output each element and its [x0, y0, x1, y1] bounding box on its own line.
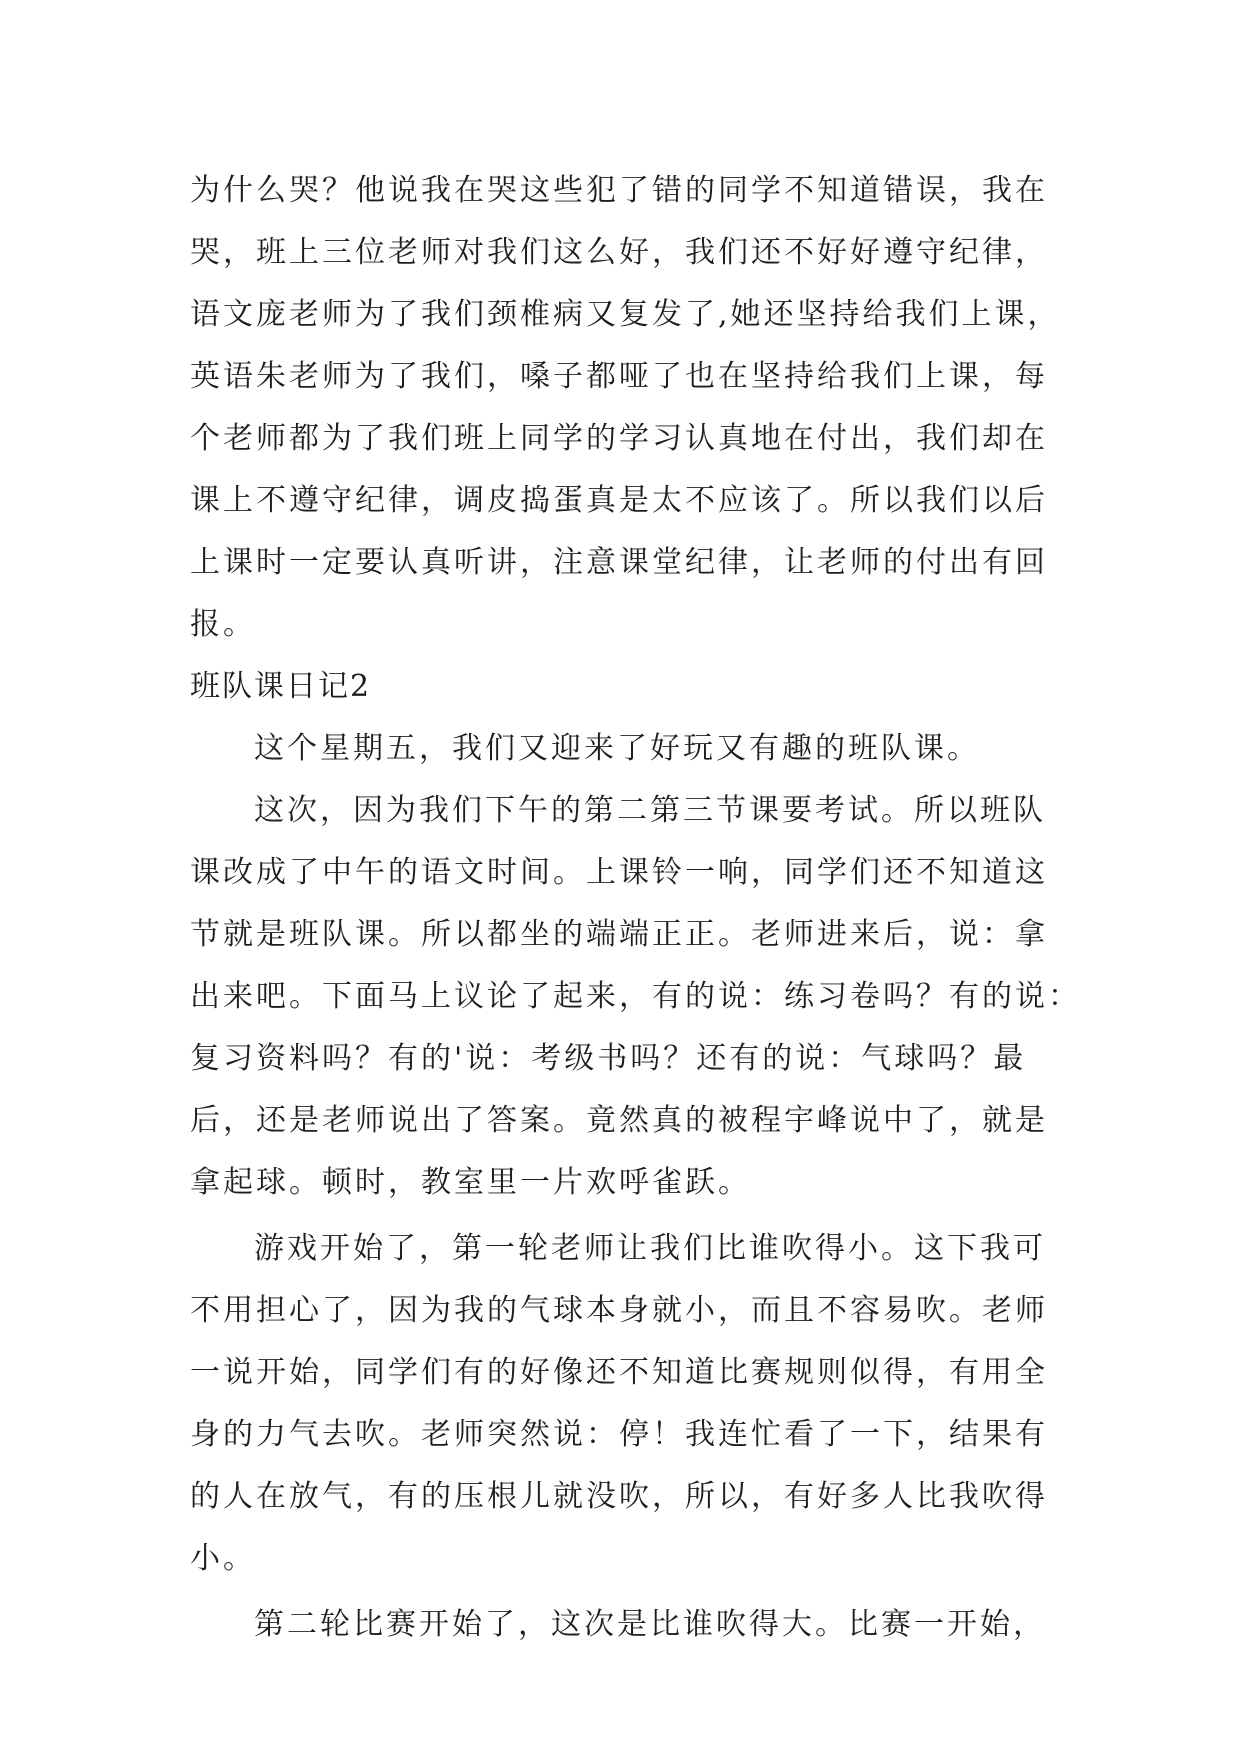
text-line: 为什么哭？他说我在哭这些犯了错的同学不知道错误，我在 [190, 173, 1048, 208]
paragraph-5 [190, 1594, 1070, 1656]
section-title: 班队课日记2 [190, 669, 372, 704]
text-line: 出来吧。下面马上议论了起来，有的说：练习卷吗？有的说： [190, 979, 1081, 1014]
text-line: 一说开始，同学们有的好像还不知道比赛规则似得，有用全 [190, 1355, 1048, 1390]
text-line: 报。 [190, 607, 256, 642]
text-line: 游戏开始了，第一轮老师让我们比谁吹得小。这下我可 [254, 1231, 1046, 1266]
text-line: 后，还是老师说出了答案。竟然真的被程宇峰说中了，就是 [190, 1103, 1048, 1138]
text-line: 小。 [190, 1541, 256, 1576]
paragraph-2 [190, 718, 1070, 780]
text-line: 语文庞老师为了我们颈椎病又复发了,她还坚持给我们上课， [190, 297, 1061, 332]
document-body [190, 160, 1081, 1656]
text-line: 哭，班上三位老师对我们这么好，我们还不好好遵守纪律， [190, 235, 1048, 270]
text-line: 上课时一定要认真听讲，注意课堂纪律，让老师的付出有回 [190, 545, 1048, 580]
paragraph-1 [190, 160, 1070, 656]
paragraph-4 [190, 1218, 1070, 1590]
text-line: 复习资料吗？有的'说：考级书吗？还有的说：气球吗？最 [190, 1041, 1027, 1076]
text-line: 的人在放气，有的压根儿就没吹，所以，有好多人比我吹得 [190, 1479, 1048, 1514]
text-line: 课上不遵守纪律，调皮捣蛋真是太不应该了。所以我们以后 [190, 483, 1048, 518]
text-line: 拿起球。顿时，教室里一片欢呼雀跃。 [190, 1165, 751, 1200]
text-line: 课改成了中午的语文时间。上课铃一响，同学们还不知道这 [190, 855, 1048, 890]
text-line: 这次，因为我们下午的第二第三节课要考试。所以班队 [254, 793, 1046, 828]
paragraph-3 [190, 780, 1081, 1214]
text-line: 身的力气去吹。老师突然说：停！我连忙看了一下，结果有 [190, 1417, 1048, 1452]
text-line: 个老师都为了我们班上同学的学习认真地在付出，我们却在 [190, 421, 1048, 456]
text-line: 英语朱老师为了我们，嗓子都哑了也在坚持给我们上课，每 [190, 359, 1048, 394]
text-line: 这个星期五，我们又迎来了好玩又有趣的班队课。 [254, 731, 980, 766]
text-line: 不用担心了，因为我的气球本身就小，而且不容易吹。老师 [190, 1293, 1048, 1328]
text-line: 节就是班队课。所以都坐的端端正正。老师进来后，说：拿 [190, 917, 1048, 952]
text-line: 第二轮比赛开始了，这次是比谁吹得大。比赛一开始， [254, 1607, 1046, 1642]
